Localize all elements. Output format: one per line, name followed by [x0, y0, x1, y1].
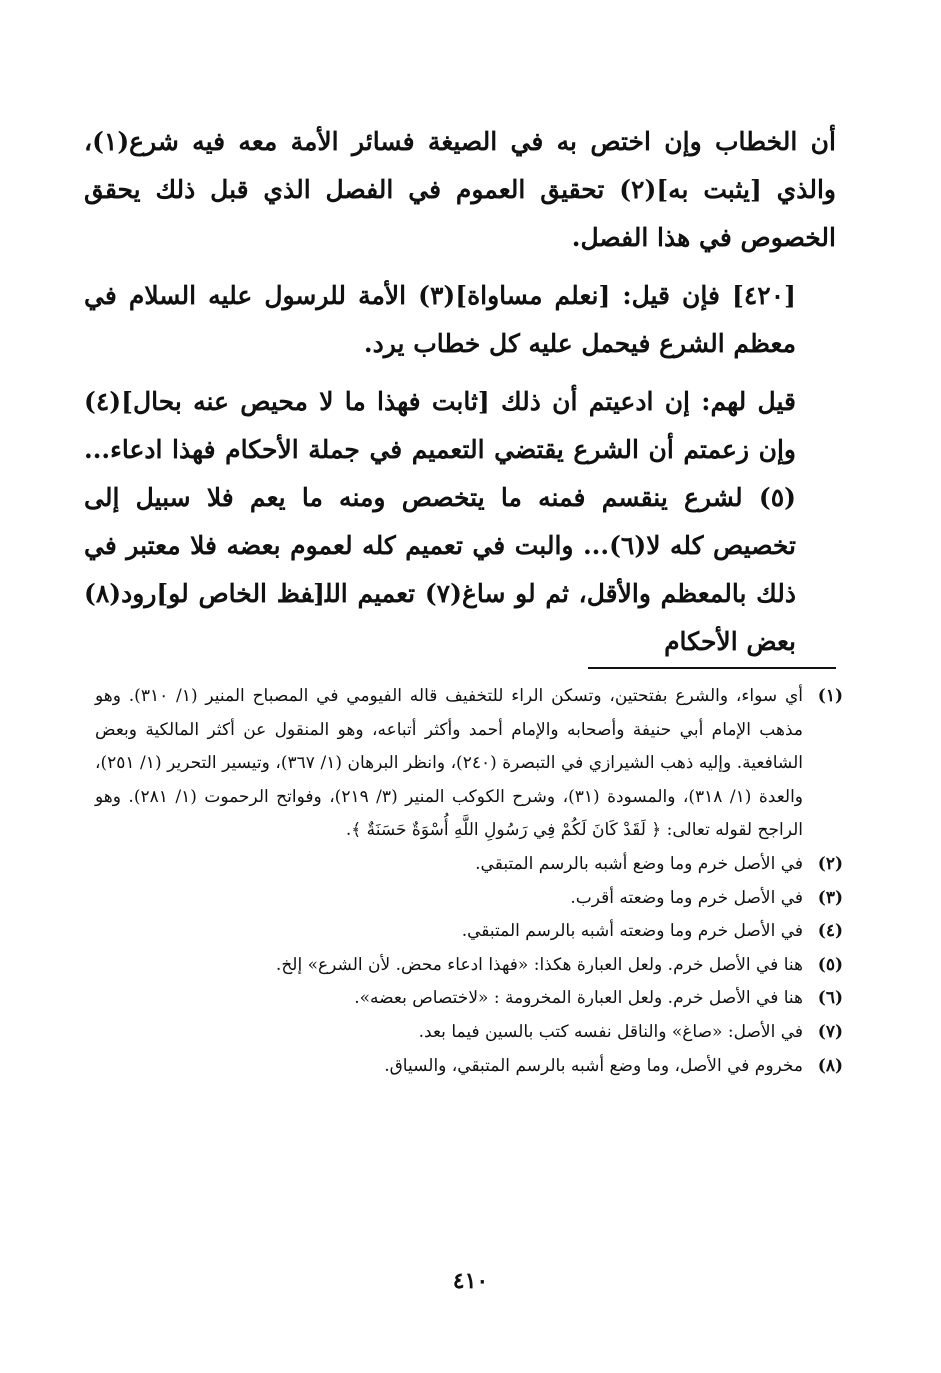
paragraph-2: [٤٢٠] فإن قيل: [نعلم مساواة](٣) الأمة للرسول عليه السلام في معظم الشرع فيحمل عليه كل خطاب يرد.	[84, 281, 796, 358]
footnote-text: أي سواء، والشرع بفتحتين، وتسكن الراء للتخفيف قاله الفيومي في المصباح المنير (١/ ٣١٠). وهو مذهب الإمام أبي حنيفة وأصحابه والإمام أحمد وأكثر أتباعه، وهو المنقول عن أكثر المالكية وبعض الشافعية. وإليه ذهب الشيرازي في التبصرة (٢٤٠)، وانظر البرهان (١/ ٣٦٧)، وتيسير التحرير (١/ ٢٥١)، والعدة (١/ ٣١٨)، والمسودة (٣١)، وشرح الكوكب المنير (٣/ ٢١٩)، وفواتح الرحموت (١/ ٢٨١). وهو الراجح لقوله تعالى: ﴿ لَقَدْ كَانَ لَكُمْ فِي رَسُولِ اللَّهِ أُسْوَةٌ حَسَنَةٌ ﴾.	[95, 686, 804, 841]
footnote-separator	[588, 667, 836, 669]
footnote-number: (٤)	[817, 921, 843, 942]
footnote-text: هنا في الأصل خرم. ولعل العبارة هكذا: «فهذا ادعاء محض. لأن الشرع» إلخ.	[275, 954, 803, 975]
footnote-6	[95, 982, 843, 1016]
footnote-4	[95, 915, 843, 949]
footnotes	[95, 680, 843, 1083]
main-text	[84, 118, 836, 676]
footnote-8	[95, 1050, 843, 1084]
footnote-number: (٥)	[817, 954, 843, 975]
footnote-number: (٣)	[817, 887, 843, 908]
footnote-text: في الأصل خرم وما وضعته أشبه بالرسم المتبقي.	[461, 921, 803, 942]
footnote-text: في الأصل خرم وما وضعته أقرب.	[570, 887, 803, 908]
footnote-number: (٦)	[817, 988, 843, 1009]
footnote-text: هنا في الأصل خرم. ولعل العبارة المخرومة : «لاختصاص بعضه».	[354, 988, 803, 1009]
footnote-number: (٨)	[817, 1055, 843, 1076]
footnote-2	[95, 848, 843, 882]
page-number: ٤١٠	[452, 1268, 489, 1294]
footnote-text: في الأصل: «صاغ» والناقل نفسه كتب بالسين فيما بعد.	[418, 1021, 803, 1042]
footnote-1	[95, 680, 843, 848]
footnote-7	[95, 1016, 843, 1050]
footnote-text: مخروم في الأصل، وما وضع أشبه بالرسم المتبقي، والسياق.	[384, 1055, 803, 1076]
footnote-3	[95, 882, 843, 916]
footnote-number: (١)	[817, 686, 843, 706]
footnote-number: (٢)	[817, 853, 843, 874]
footnote-5	[95, 949, 843, 983]
footnote-text: في الأصل خرم وما وضع أشبه بالرسم المتبقي.	[475, 853, 803, 874]
footnote-number: (٧)	[817, 1021, 843, 1042]
paragraph-1: أن الخطاب وإن اختص به في الصيغة فسائر الأمة معه فيه شرع(١)، والذي [يثبت به](٢) تحقيق العموم في الفصل الذي قبل ذلك يحقق الخصوص في هذا الفصل.	[84, 127, 836, 252]
paragraph-3: قيل لهم: إن ادعيتم أن ذلك [ثابت فهذا ما لا محيص عنه بحال](٤) وإن زعمتم أن الشرع يقتضي التعميم في جملة الأحكام فهذا ادعاء... (٥) لشرع ينقسم فمنه ما يتخصص ومنه ما يعم فلا سبيل إلى تخصيص كله لا(٦)... والبت في تعميم كله لعموم بعضه فلا معتبر في ذلك بالمعظم والأقل، ثم لو ساغ(٧) تعميم الل‍[‍فظ الخاص لو]رود(٨) بعض الأحكام	[84, 387, 797, 656]
